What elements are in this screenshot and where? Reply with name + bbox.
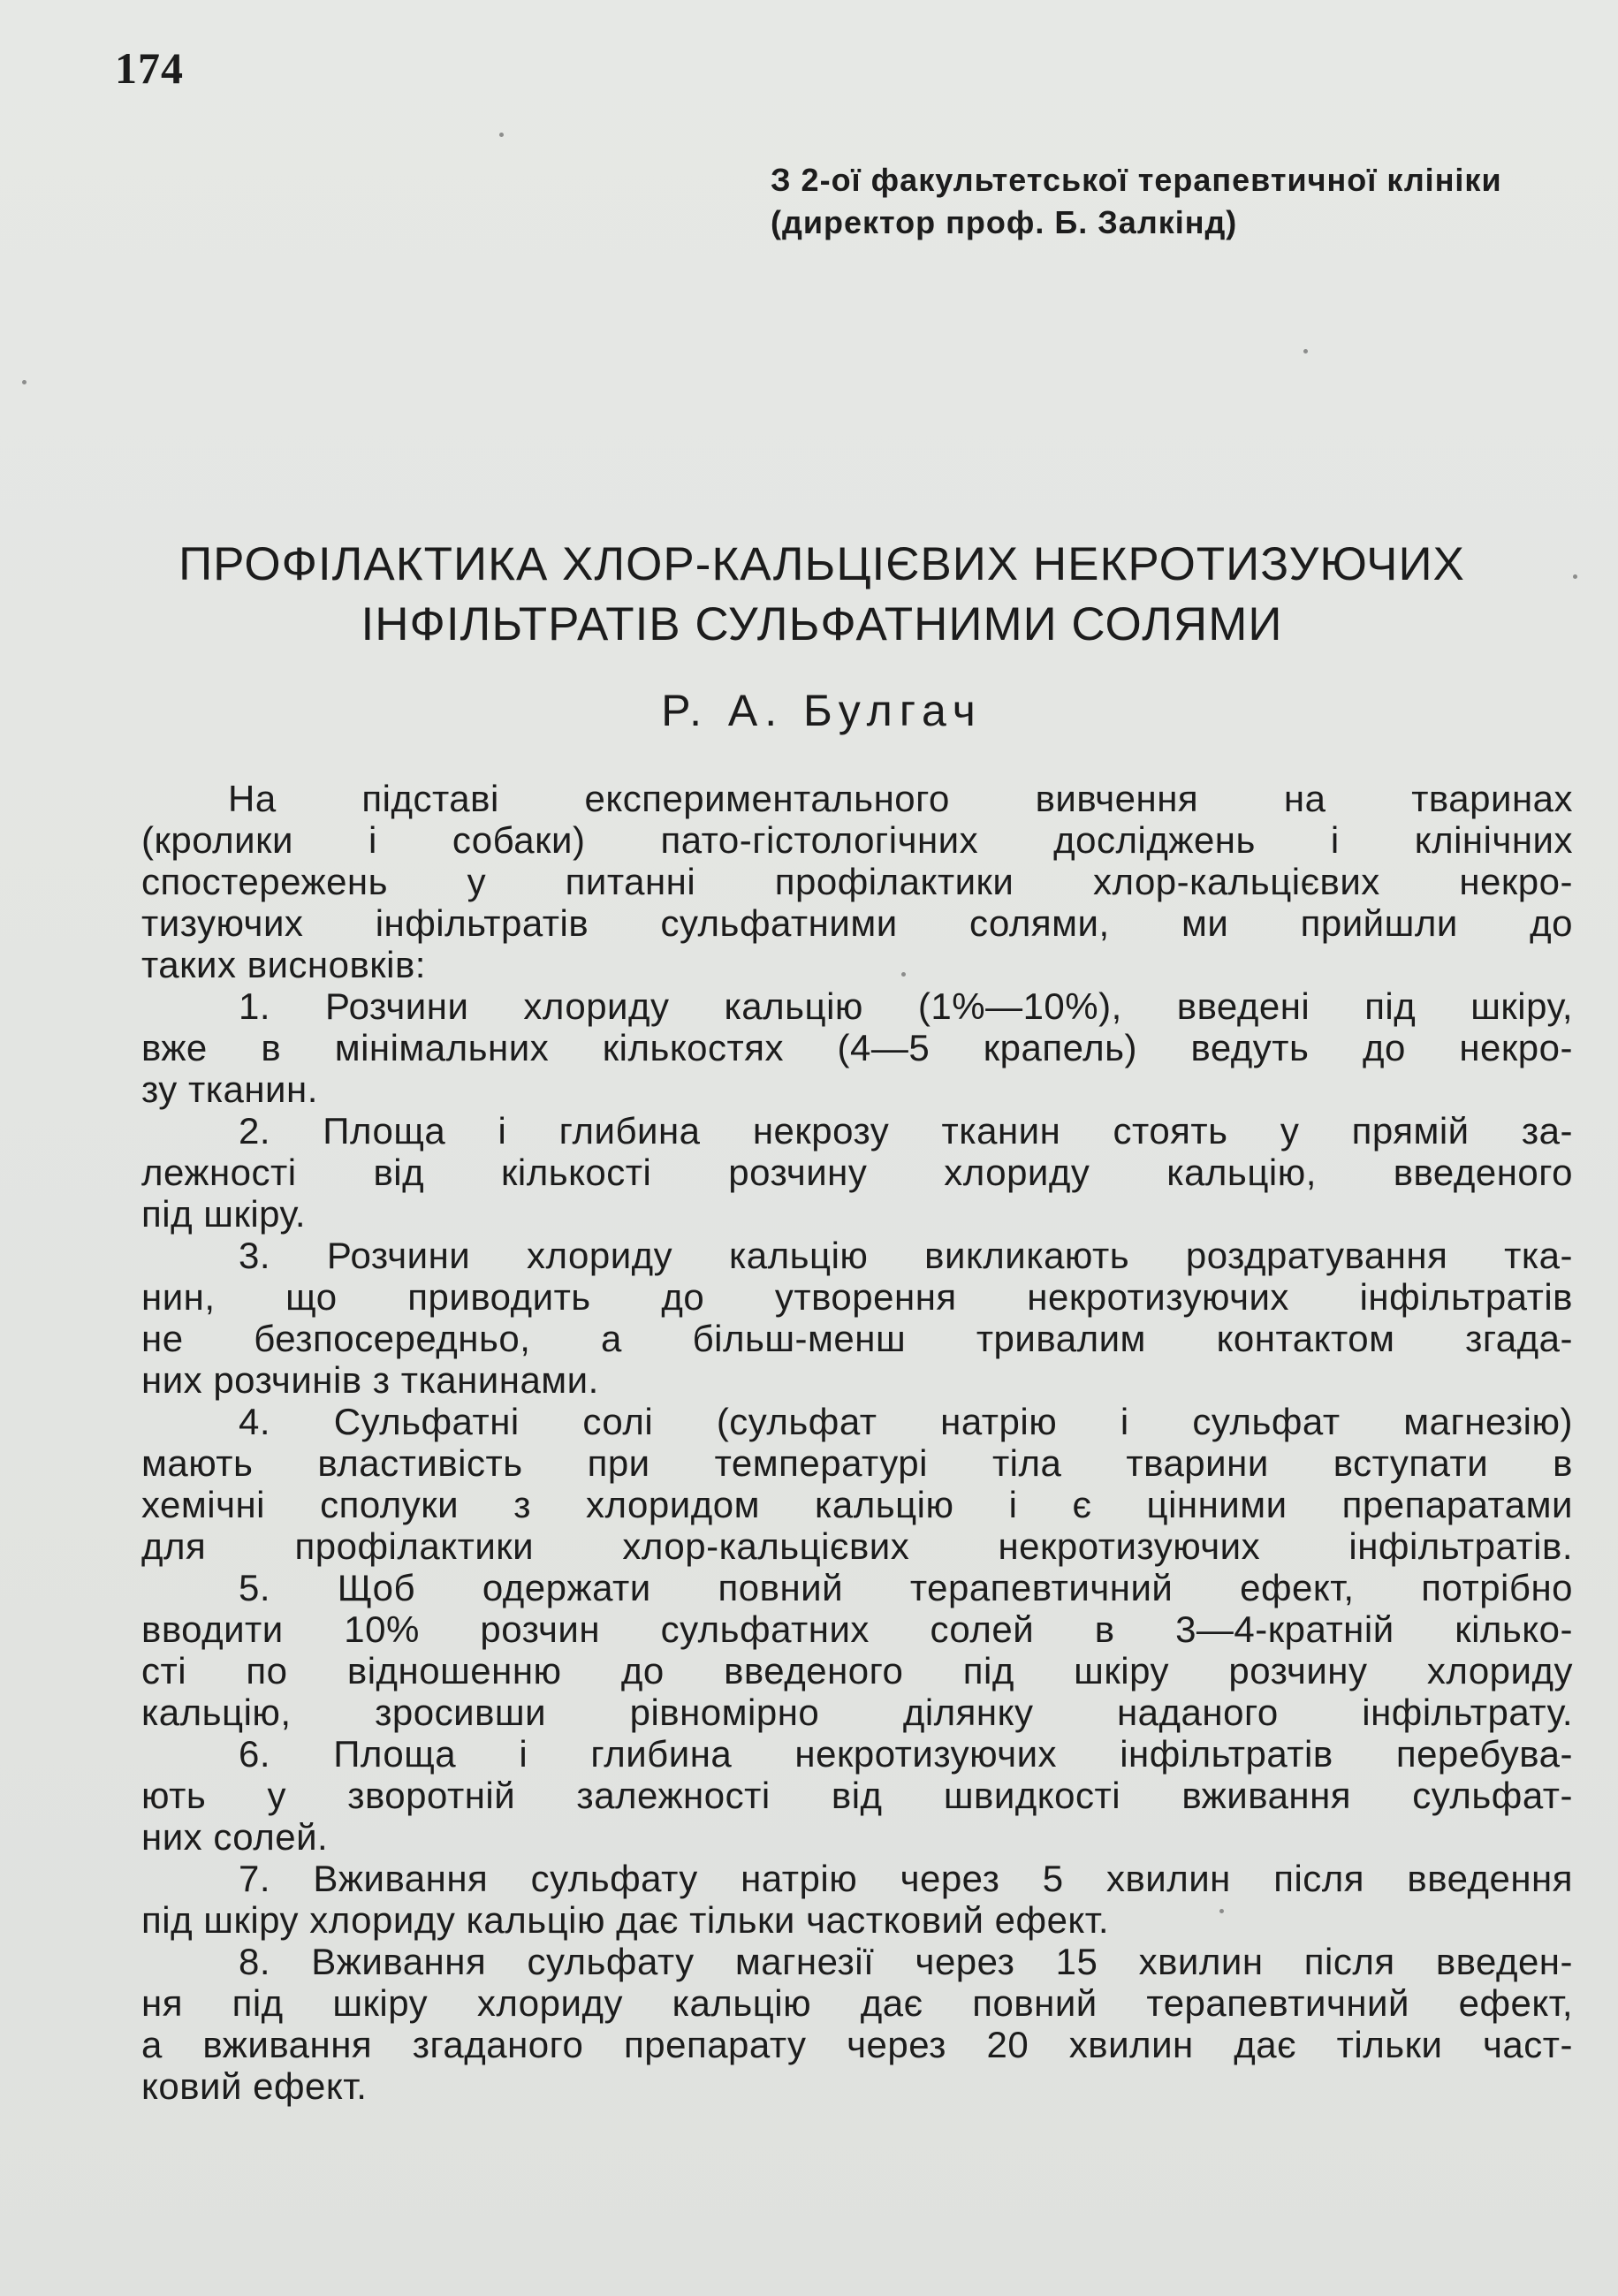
body-line: 6. Площа і глибина некротизуючих інфільтратів перебува- — [239, 1733, 1573, 1775]
body-line: спостережень у питанні профілактики хлор-кальцієвих некро- — [141, 861, 1573, 902]
body-line: них розчинів з тканинами. — [141, 1359, 599, 1401]
body-line: ковий ефект. — [141, 2065, 368, 2107]
body-line: них солей. — [141, 1816, 329, 1858]
affiliation-line-1: З 2-ої факультетської терапевтичної клініки — [771, 162, 1502, 198]
body-line: а вживання згаданого препарату через 20 хвилин дає тільки част- — [141, 2024, 1573, 2065]
body-line: 1. Розчини хлориду кальцію (1%—10%), введені під шкіру, — [239, 985, 1573, 1027]
body-line: під шкіру хлориду кальцію дає тільки частковий ефект. — [141, 1899, 1110, 1941]
body-line: кальцію, зросивши рівномірно ділянку наданого інфільтрату. — [141, 1692, 1573, 1733]
body-line: тизуючих інфільтратів сульфатними солями, ми прийшли до — [141, 902, 1573, 944]
body-line: 3. Розчини хлориду кальцію викликають роздратування тка- — [239, 1235, 1573, 1276]
speck — [22, 380, 27, 384]
body-line: (кролики і собаки) пато-гістологічних досліджень і клінічних — [141, 819, 1573, 861]
article-title — [133, 535, 1511, 655]
article-body — [141, 778, 1573, 2107]
body-line: не безпосередньо, а більш-менш тривалим контактом згада- — [141, 1318, 1573, 1359]
body-line: мають властивість при температурі тіла тварини вступати в — [141, 1442, 1573, 1484]
speck — [1573, 574, 1577, 579]
body-line: 7. Вживання сульфату натрію через 5 хвилин після введення — [239, 1858, 1573, 1899]
affiliation-line-2: (директор проф. Б. Залкінд) — [771, 204, 1238, 240]
body-line: сті по відношенню до введеного під шкіру розчину хлориду — [141, 1650, 1573, 1692]
affiliation — [771, 159, 1566, 244]
body-line: під шкіру. — [141, 1193, 307, 1235]
body-line: 2. Площа і глибина некрозу тканин стоять у прямій за- — [239, 1110, 1573, 1152]
body-line: вводити 10% розчин сульфатних солей в 3—4-кратній кілько- — [141, 1608, 1573, 1650]
body-line: хемічні сполуки з хлоридом кальцію і є цінними препаратами — [141, 1484, 1573, 1525]
body-line: лежності від кількості розчину хлориду кальцію, введеного — [141, 1152, 1573, 1193]
body-line: 8. Вживання сульфату магнезії через 15 хвилин після введен- — [239, 1941, 1573, 1982]
body-line: 5. Щоб одержати повний терапевтичний ефект, потрібно — [239, 1567, 1573, 1608]
body-line: ють у зворотній залежності від швидкості вживання сульфат- — [141, 1775, 1573, 1816]
body-line: вже в мінімальних кількостях (4—5 крапель) ведуть до некро- — [141, 1027, 1573, 1068]
body-line: зу тканин. — [141, 1068, 318, 1110]
author: Р. А. Булгач — [661, 686, 983, 735]
speck — [1219, 1909, 1224, 1913]
body-line: 4. Сульфатні солі (сульфат натрію і сульфат магнезію) — [239, 1401, 1573, 1442]
body-line: ня під шкіру хлориду кальцію дає повний терапевтичний ефект, — [141, 1982, 1573, 2024]
page-number: 174 — [115, 43, 184, 93]
title-line-2: ІНФІЛЬТРАТІВ СУЛЬФАТНИМИ СОЛЯМИ — [361, 598, 1283, 650]
body-line: нин, що приводить до утворення некротизуючих інфільтратів — [141, 1276, 1573, 1318]
speck — [1303, 349, 1308, 354]
title-line-1: ПРОФІЛАКТИКА ХЛОР-КАЛЬЦІЄВИХ НЕКРОТИЗУЮЧИХ — [179, 538, 1465, 590]
body-line: таких висновків: — [141, 944, 426, 985]
speck — [499, 133, 504, 137]
speck — [901, 972, 906, 977]
body-line: для профілактики хлор-кальцієвих некротизуючих інфільтратів. — [141, 1525, 1573, 1567]
body-line: На підставі експериментального вивчення на тваринах — [228, 778, 1573, 819]
